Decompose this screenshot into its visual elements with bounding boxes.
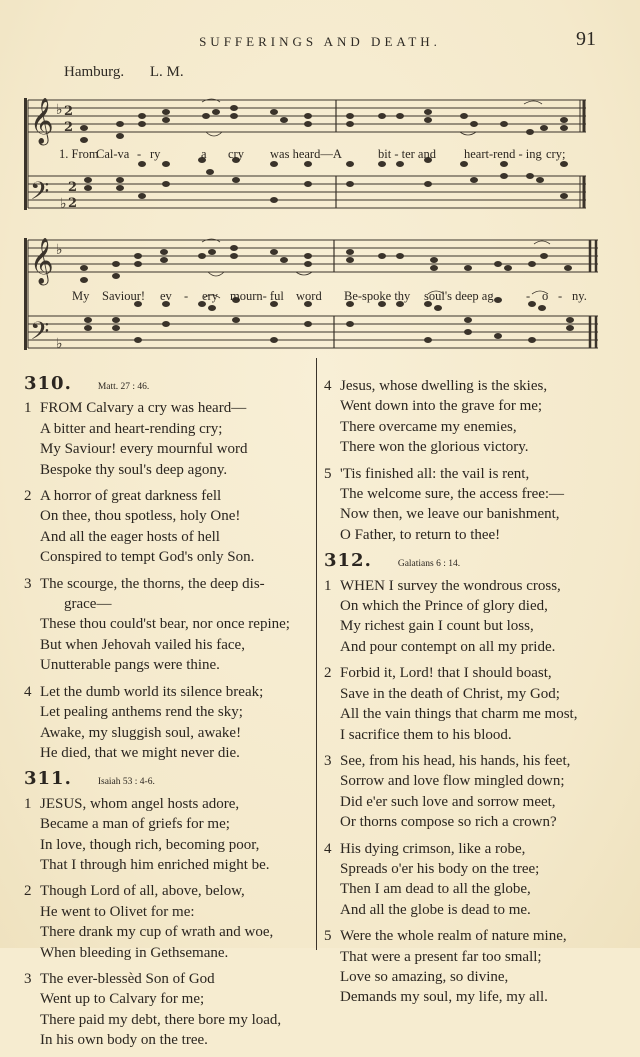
svg-text:♭: ♭ [56,242,63,258]
stanza [24,398,314,480]
verse-line: There won the glorious victory. [340,439,529,456]
hymn-310 [24,374,314,763]
svg-text:𝄞: 𝄞 [30,98,54,144]
lyric-syllable: cry; [546,147,566,161]
stanza-number: 4 [324,840,332,857]
verse-line: There paid my debt, there bore my load, [40,1011,282,1028]
hymn-number: 310. [24,373,72,394]
page-number: 91 [576,28,596,50]
verse-line: 'Tis finished all: the vail is rent, [340,465,530,482]
lyric-syllable: ev [160,289,172,303]
verse-line: My richest gain I count but loss, [340,618,534,635]
music-system-2 [24,232,608,362]
verse-line: Awake, my sluggish soul, awake! [40,724,242,741]
lyric-syllable: ry [150,147,161,161]
verse-line: All the vain things that charm me most, [340,706,578,723]
verse-line: But when Jehovah vailed his face, [40,636,245,653]
verse-line: Did e'er such love and sorrow meet, [340,793,556,810]
verse-line: Bespoke thy soul's deep agony. [40,461,228,478]
lyric-syllable: was heard—A [270,147,342,161]
svg-text:♭: ♭ [60,196,67,212]
lyric-syllable: soul's deep ag [424,289,494,303]
lyric-syllable: heart-rend - ing [464,147,542,161]
verse-line: Let the dumb world its silence break; [40,683,264,700]
verse-line: These thou could'st bear, nor once repine; [40,616,290,633]
svg-text:𝄞: 𝄞 [30,238,54,284]
running-title: SUFFERINGS AND DEATH. [199,34,441,49]
stanza-number: 3 [24,970,32,987]
lyrics-system-2 [24,289,608,305]
verse-line: The welcome sure, the access free:— [340,486,565,503]
verse-line: FROM Calvary a cry was heard— [40,400,247,417]
verse-line: And pour contempt on all my pride. [340,638,556,655]
verse-line: A horror of great darkness fell [40,488,222,505]
lyric-syllable: Be-spoke thy [344,289,411,303]
lyric-syllable: mourn- ful [230,289,284,303]
hymn-311-continued [324,376,624,545]
scripture-reference: Matt. 27 : 46. [97,382,150,392]
lyric-syllable: Saviour! [102,289,146,303]
lyrics-system-1 [24,147,608,163]
verse-line: A bitter and heart-rending cry; [40,420,223,437]
music-system-1 [24,92,608,222]
verse-line: Conspired to tempt God's only Son. [40,549,255,566]
lyric-syllable: Cal-va [96,147,130,161]
lyric-syllable: cry [228,147,244,161]
lyric-syllable: ery [202,289,218,303]
column-divider [316,358,317,950]
stanza [24,682,314,764]
stanza-number: 1 [24,795,32,812]
verse-line: Save in the death of Christ, my God; [340,685,560,702]
svg-text:𝄢: 𝄢 [30,317,50,352]
verse-line: On which the Prince of glory died, [340,598,548,615]
stanza-number: 3 [324,752,332,769]
lyric-syllable: - [558,289,563,303]
svg-text:2: 2 [68,180,78,195]
stanza-number: 2 [24,488,32,505]
lyric-syllable: ny. [572,289,587,303]
lyric-syllable: - [184,289,189,303]
stanza-number: 5 [324,928,332,945]
svg-text:2: 2 [64,104,74,119]
verse-line: There overcame my enemies, [340,418,517,435]
lyric-syllable: a [201,147,207,161]
verse-line: Now then, we leave our banishment, [340,506,560,523]
stanza [24,969,314,1051]
svg-text:2: 2 [68,196,78,211]
svg-text:2: 2 [64,120,74,135]
stanza-number: 5 [324,465,332,482]
right-column [324,376,624,1014]
verse-line: He went to Olivet for me: [40,903,195,920]
stanza-number: 1 [324,577,332,594]
lyric-syllable: 1. From [59,147,99,161]
verse-line: Unutterable pangs were thine. [40,657,220,674]
verse-line: Then I am dead to all the globe, [340,881,531,898]
lyric-syllable: My [72,289,90,303]
verse-line: Spreads o'er his body on the tree; [340,860,540,877]
verse-line: Or thorns compose so rich a crown? [340,814,557,831]
stanza-number: 2 [24,883,32,900]
svg-text:♭: ♭ [56,336,63,352]
stanza-number: 3 [24,575,32,592]
verse-line: My Saviour! every mournful word [40,441,248,458]
tune-title [64,64,184,81]
lyric-syllable: - [526,289,531,303]
lyric-syllable: word [296,289,322,303]
stanza [24,794,314,876]
stanza [324,839,624,921]
verse-line: That I through him enriched might be. [40,856,270,873]
hymn-number: 311. [24,768,72,790]
verse-line: The ever-blessèd Son of God [40,970,215,987]
verse-line: Demands my soul, my life, my all. [340,989,548,1006]
verse-line: Went down into the grave for me; [340,398,543,415]
stanza [324,751,624,833]
verse-line: Though Lord of all, above, below, [40,883,245,900]
verse-line: Jesus, whose dwelling is the skies, [340,378,548,394]
verse-line: And all the eager hosts of hell [40,528,220,545]
verse-line: On thee, thou spotless, holy One! [40,508,241,525]
verse-line: Sorrow and love flow mingled down; [340,773,565,790]
verse-line: Became a man of griefs for me; [40,816,230,833]
left-column [24,374,314,1057]
verse-line: His dying crimson, like a robe, [340,840,526,857]
verse-line: He died, that we might never die. [40,744,240,761]
verse-line: grace— [64,596,112,613]
verse-line: That were a present far too small; [340,948,542,965]
hymn-312 [324,551,624,1008]
stanza [24,486,314,568]
stanza [324,926,624,1008]
stanza [324,376,624,458]
verse-line: In his own body on the tree. [40,1032,208,1049]
verse-line: Let pealing anthems rend the sky; [40,704,243,721]
lyric-syllable: o [542,289,549,303]
verse-line: O Father, to return to thee! [340,526,501,543]
verse-line: Went up to Calvary for me; [40,991,205,1008]
verse-line: See, from his head, his hands, his feet, [340,752,571,769]
svg-text:♭: ♭ [56,102,63,118]
svg-text:𝄢: 𝄢 [30,177,50,212]
stanza [324,464,624,546]
scripture-reference: Isaiah 53 : 4-6. [97,777,155,788]
lyric-syllable: bit - ter and [378,147,436,161]
scripture-reference: Galatians 6 : 14. [397,559,461,570]
stanza-number: 4 [24,683,32,700]
stanza [24,881,314,963]
tune-name: Hamburg. [64,64,125,80]
stanza [324,663,624,745]
verse-line: WHEN I survey the wondrous cross, [340,577,561,594]
verse-line: I sacrifice them to his blood. [340,726,512,743]
verse-line: JESUS, whom angel hosts adore, [40,795,240,812]
lyric-syllable: - [137,147,142,161]
verse-line: There drank my cup of wrath and woe, [40,924,274,941]
tune-meter: L. M. [149,64,184,80]
stanza [324,576,624,658]
hymn-number: 312. [324,550,372,572]
stanza-number: 2 [324,665,332,682]
verse-line: And all the globe is dead to me. [340,901,531,918]
stanza-number: 1 [24,400,32,417]
stanza-number: 4 [324,378,332,394]
verse-line: Were the whole realm of nature mine, [340,928,567,945]
verse-line: The scourge, the thorns, the deep dis- [40,575,265,592]
verse-line: Forbid it, Lord! that I should boast, [340,665,552,682]
stanza [24,574,314,676]
hymn-311 [24,769,314,1050]
verse-line: When bleeding in Gethsemane. [40,944,229,961]
verse-line: Love so amazing, so divine, [340,968,509,985]
verse-line: In love, though rich, becoming poor, [40,836,260,853]
